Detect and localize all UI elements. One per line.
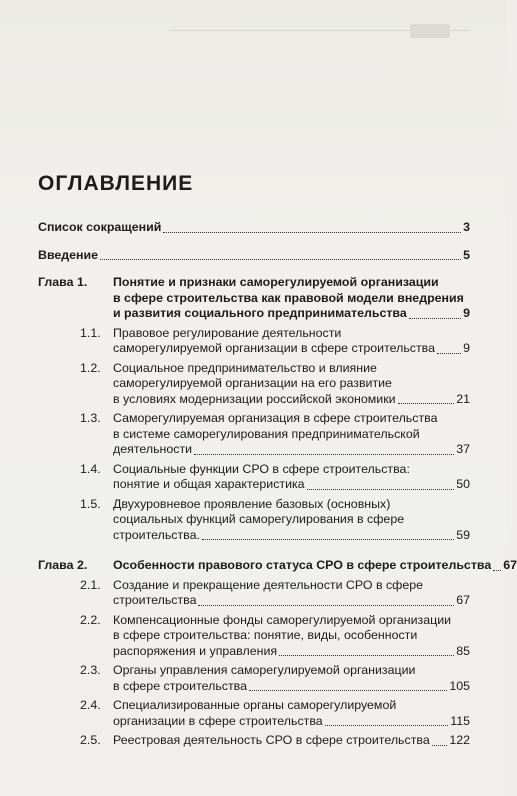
- entry-number: Глава 2.: [38, 558, 88, 572]
- toc-line: [113, 376, 470, 392]
- toc-line: [113, 306, 470, 322]
- page-number: 9: [463, 341, 470, 355]
- toc-line: [38, 220, 470, 236]
- toc-line: [113, 528, 470, 544]
- toc-entry-body: [113, 462, 470, 493]
- toc-line: [113, 512, 470, 528]
- toc-entry-body: [113, 698, 470, 729]
- toc-line: [113, 644, 470, 660]
- toc-line: [113, 462, 470, 478]
- toc-entry-title-line: Саморегулируемая организация в сфере строительства: [113, 411, 438, 425]
- toc-section-2-5[interactable]: [38, 733, 470, 749]
- toc-entry-title-line: строительства.: [113, 527, 200, 542]
- toc-line: [113, 679, 470, 695]
- toc-section-2-3[interactable]: [38, 663, 470, 694]
- page-number: 5: [463, 247, 470, 262]
- toc-chapter-2[interactable]: [38, 558, 517, 574]
- toc-chapter-1[interactable]: [38, 275, 470, 322]
- toc-line: [113, 477, 470, 493]
- toc-line: [113, 733, 470, 749]
- page-number: 115: [450, 713, 470, 728]
- page-number: 50: [456, 477, 470, 491]
- toc-section-1-3[interactable]: [38, 411, 470, 458]
- dot-leader: [194, 454, 454, 455]
- toc-entry-title-line: строительства: [113, 593, 197, 607]
- table-of-contents: [38, 220, 517, 749]
- toc-entry-title-line: Двухуровневое проявление базовых (основных): [113, 496, 391, 511]
- toc-entry-body: [113, 663, 470, 694]
- page-title: ОГЛАВЛЕНИЕ: [38, 172, 194, 195]
- toc-line: [113, 714, 470, 730]
- toc-line: [113, 427, 470, 443]
- toc-line: [113, 698, 470, 714]
- toc-section-1-4[interactable]: [38, 462, 470, 493]
- toc-line: [113, 442, 470, 458]
- toc-entry-title-line: в сфере строительства: понятие, виды, особенности: [113, 628, 418, 642]
- entry-number: 2.4.: [80, 698, 101, 712]
- toc-entry-title-line: Понятие и признаки саморегулируемой организации: [113, 275, 439, 289]
- toc-line: [113, 593, 470, 609]
- toc-entry-title-line: Правовое регулирование деятельности: [113, 325, 342, 340]
- toc-entry-title-line: Особенности правового статуса СРО в сфере строительства: [113, 558, 492, 572]
- toc-entry-title-line: и развития социального предпринимательства: [113, 306, 407, 320]
- dot-leader: [100, 259, 461, 260]
- dot-leader: [307, 489, 455, 490]
- toc-entry-body: [38, 220, 470, 236]
- toc-line: [113, 326, 470, 342]
- dot-leader: [163, 232, 461, 233]
- entry-number: Глава 1.: [38, 275, 88, 289]
- toc-entry-title-line: саморегулируемой организации в сфере строительства: [113, 341, 435, 355]
- entry-number: 1.5.: [80, 496, 101, 511]
- spacer: [38, 263, 470, 275]
- toc-section-2-1[interactable]: [38, 578, 470, 609]
- bleed-through-tab: [410, 24, 450, 38]
- toc-entry-title-line: понятие и общая характеристика: [113, 477, 305, 491]
- page-number: 21: [456, 391, 470, 406]
- toc-entry-title-line: деятельности: [113, 442, 193, 456]
- toc-entry-title-line: Органы управления саморегулируемой организации: [113, 663, 416, 677]
- dot-leader: [279, 655, 454, 656]
- page-number: 3: [463, 220, 470, 234]
- toc-line: [113, 558, 517, 574]
- toc-entry-title: Список сокращений: [38, 220, 162, 234]
- entry-number: 1.4.: [80, 461, 101, 476]
- toc-line: [113, 613, 470, 629]
- entry-number: 2.3.: [80, 663, 101, 677]
- toc-entry-title-line: распоряжения и управления: [113, 643, 278, 658]
- dot-leader: [432, 745, 448, 746]
- toc-entry-title-line: Социальное предпринимательство и влияние: [113, 360, 377, 375]
- toc-line: [113, 291, 470, 307]
- dot-leader: [249, 690, 447, 691]
- dot-leader: [198, 605, 454, 606]
- toc-entry-body: [38, 248, 470, 264]
- dot-leader: [493, 570, 501, 571]
- toc-line: [113, 275, 470, 291]
- spacer: [38, 543, 470, 558]
- toc-entry-body: [113, 733, 470, 749]
- toc-entry-title-line: Специализированные органы саморегулируемой: [113, 698, 397, 712]
- toc-line: [113, 497, 470, 513]
- toc-entry-title-line: в сфере строительства: [113, 678, 248, 693]
- page-number: 105: [449, 678, 470, 693]
- toc-section-1-5[interactable]: [38, 497, 470, 544]
- toc-section-1-2[interactable]: [38, 361, 470, 408]
- toc-line: [113, 341, 470, 357]
- entry-number: 2.5.: [80, 733, 101, 747]
- toc-line: [38, 248, 470, 264]
- entry-number: 2.1.: [80, 577, 101, 592]
- toc-entry-title-line: Социальные функции СРО в сфере строительства:: [113, 461, 410, 476]
- toc-entry-body: [113, 578, 470, 609]
- toc-line: [113, 628, 470, 644]
- toc-entry-title-line: Компенсационные фонды саморегулируемой организации: [113, 612, 452, 627]
- toc-entry-title-line: социальных функций саморегулирования в сфере: [113, 512, 405, 526]
- dot-leader: [409, 318, 461, 319]
- page-number: 67: [503, 558, 517, 572]
- toc-section-2-2[interactable]: [38, 613, 470, 660]
- toc-entry-body: [113, 326, 470, 357]
- dot-leader: [437, 353, 461, 354]
- toc-entry-body: [113, 613, 470, 660]
- toc-section-1-1[interactable]: [38, 326, 470, 357]
- toc-entry-body: [113, 411, 470, 458]
- page-number: 9: [463, 306, 470, 320]
- page-number: 85: [456, 643, 470, 658]
- page-number: 37: [456, 442, 470, 456]
- toc-entry-abbreviations[interactable]: [38, 220, 470, 236]
- toc-entry-title-line: Реестровая деятельность СРО в сфере строительства: [113, 733, 430, 747]
- toc-entry-title-line: Создание и прекращение деятельности СРО в сфере: [113, 577, 424, 592]
- toc-entry-title-line: саморегулируемой организации на его развитие: [113, 376, 392, 390]
- entry-number: 1.1.: [80, 325, 101, 340]
- toc-entry-title-line: в системе саморегулирования предпринимательской: [113, 426, 420, 441]
- entry-number: 1.2.: [80, 360, 101, 375]
- toc-entry-body: [113, 361, 470, 408]
- toc-line: [113, 361, 470, 377]
- toc-entry-introduction[interactable]: [38, 248, 470, 264]
- toc-entry-title-line: в условиях модернизации российской экономики: [113, 391, 396, 406]
- spacer: [38, 236, 470, 248]
- toc-line: [113, 578, 470, 594]
- toc-line: [113, 392, 470, 408]
- toc-entry-title: Введение: [38, 247, 99, 262]
- page-number: 67: [456, 593, 470, 607]
- dot-leader: [202, 539, 454, 540]
- toc-section-2-4[interactable]: [38, 698, 470, 729]
- toc-entry-title-line: в сфере строительства как правовой модели внедрения: [113, 290, 464, 305]
- toc-line: [113, 411, 470, 427]
- toc-entry-body: [113, 497, 470, 544]
- entry-number: 2.2.: [80, 612, 101, 627]
- entry-number: 1.3.: [80, 411, 101, 425]
- toc-entry-body: [113, 558, 517, 574]
- toc-line: [113, 663, 470, 679]
- dot-leader: [325, 725, 449, 726]
- dot-leader: [398, 403, 455, 404]
- toc-entry-title-line: организации в сфере строительства: [113, 713, 323, 728]
- page-number: 59: [456, 527, 470, 542]
- page-number: 122: [449, 733, 470, 747]
- toc-entry-body: [113, 275, 470, 322]
